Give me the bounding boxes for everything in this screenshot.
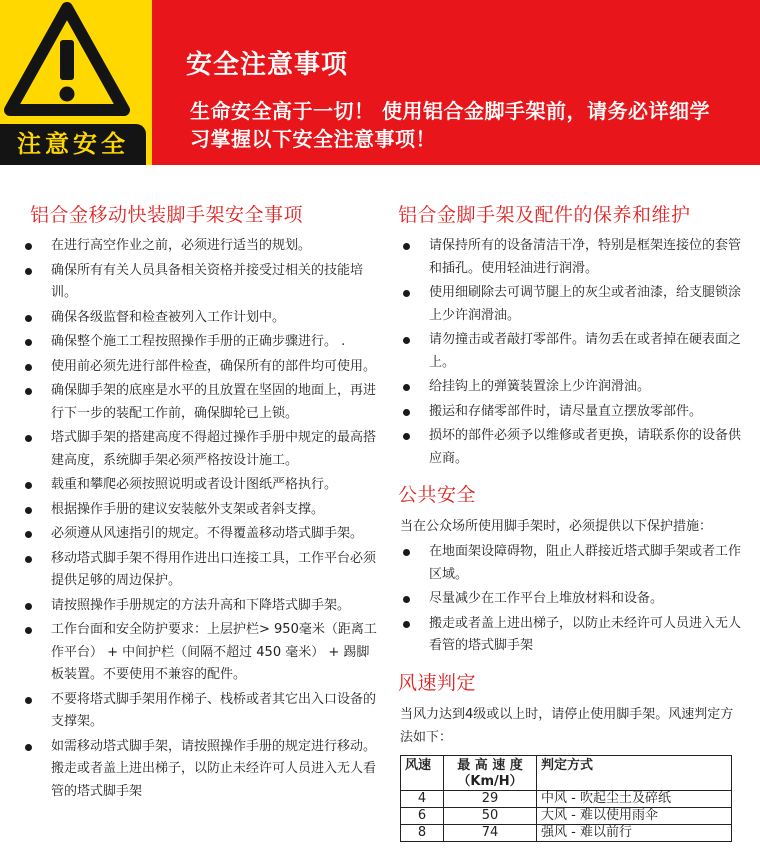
list-item: 工作台面和安全防护要求：上层护栏> 950毫米（距离工作平台） + 中间护栏（间隔不超过 450 毫米） + 踢脚板装置。不要使用不兼容的配件。 [20, 619, 380, 687]
table-cell: 4 [401, 790, 444, 807]
list-item: 确保整个施工工程按照操作手册的正确步骤进行。 . [20, 331, 380, 354]
list-item: 请按照操作手册规定的方法升高和下降塔式脚手架。 [20, 595, 380, 618]
header-banner [0, 0, 760, 165]
table-cell: 50 [444, 807, 537, 824]
list-item: 载重和攀爬必须按照说明或者设计图纸严格执行。 [20, 474, 380, 497]
page-title: 安全注意事项 [186, 50, 349, 80]
list-item: 不要将塔式脚手架用作梯子、栈桥或者其它出入口设备的支撑架。 [20, 689, 380, 734]
maintenance-section-title: 铝合金脚手架及配件的保养和维护 [398, 204, 691, 226]
list-item: 搬运和存储零部件时，请尽量直立摆放零部件。 [398, 401, 743, 424]
safety-list [20, 235, 380, 803]
table-header-cell: 风速 [401, 755, 444, 790]
maintenance-list [398, 235, 743, 470]
table-cell: 中风 - 吹起尘土及碎纸 [537, 790, 732, 807]
list-item: 塔式脚手架的搭建高度不得超过操作手册中规定的最高搭建高度，系统脚手架必须严格按设计施工。 [20, 427, 380, 472]
public-safety-list [398, 541, 743, 658]
caution-badge: 注意安全 [0, 124, 146, 165]
table-row [401, 807, 732, 824]
wind-section-title: 风速判定 [398, 671, 477, 694]
table-cell: 大风 - 难以使用雨伞 [537, 807, 732, 824]
list-item: 必须遵从风速指引的规定。不得覆盖移动塔式脚手架。 [20, 523, 380, 546]
list-item: 如需移动塔式脚手架，请按照操作手册的规定进行移动。搬走或者盖上进出梯子，以防止未经许可人员进入无人看管的塔式脚手架 [20, 736, 380, 804]
public-safety-title: 公共安全 [398, 484, 477, 506]
list-item: 在进行高空作业之前，必须进行适当的规划。 [20, 235, 380, 258]
table-cell: 29 [444, 790, 537, 807]
list-item: 在地面架设障碍物，阻止人群接近塔式脚手架或者工作区域。 [398, 541, 743, 586]
list-item: 根据操作手册的建议安装舷外支架或者斜支撑。 [20, 499, 380, 522]
wind-speed-table [400, 755, 732, 842]
safety-section-title: 铝合金移动快装脚手架安全事项 [30, 204, 304, 226]
list-item: 给挂钩上的弹簧装置涂上少许润滑油。 [398, 376, 743, 399]
list-item: 使用细刷除去可调节腿上的灰尘或者油漆，给支腿锁涂上少许润滑油。 [398, 282, 743, 327]
table-cell: 8 [401, 824, 444, 841]
list-item: 损坏的部件必须予以维修或者更换，请联系你的设备供应商。 [398, 425, 743, 470]
table-header-cell: 最 高 速 度（Km/H） [444, 755, 537, 790]
warning-panel [0, 0, 152, 165]
table-header-cell: 判定方式 [537, 755, 732, 790]
table-row [401, 824, 732, 841]
list-item: 请勿撞击或者敲打零部件。请勿丢在或者掉在硬表面之上。 [398, 329, 743, 374]
maintenance-column [398, 200, 743, 842]
table-cell: 强风 - 难以前行 [537, 824, 732, 841]
table-row [401, 790, 732, 807]
wind-intro: 当风力达到4级或以上时，请停止使用脚手架。风速判定方法如下： [400, 706, 734, 745]
list-item: 请保持所有的设备清洁干净，特别是框架连接位的套管和插孔。使用轻油进行润滑。 [398, 235, 743, 280]
table-header-row [401, 755, 732, 790]
page-subtitle: 生命安全高于一切！ 使用铝合金脚手架前，请务必详细学习掌握以下安全注意事项！ [190, 99, 710, 151]
table-cell: 6 [401, 807, 444, 824]
safety-column [20, 200, 380, 805]
list-item: 尽量减少在工作平台上堆放材料和设备。 [398, 588, 743, 611]
list-item: 确保脚手架的底座是水平的且放置在坚固的地面上，再进行下一步的装配工作前，确保脚轮已上锁。 [20, 380, 380, 425]
list-item: 确保所有有关人员具备相关资格并接受过相关的技能培训。 [20, 260, 380, 305]
warning-triangle-icon [4, 2, 130, 120]
public-safety-intro: 当在公众场所使用脚手架时，必须提供以下保护措施： [400, 519, 713, 534]
list-item: 移动塔式脚手架不得用作进出口连接工具，工作平台必须提供足够的周边保护。 [20, 548, 380, 593]
list-item: 确保各级监督和检查被列入工作计划中。 [20, 307, 380, 330]
list-item: 搬走或者盖上进出梯子，以防止未经许可人员进入无人看管的塔式脚手架 [398, 613, 743, 658]
list-item: 使用前必须先进行部件检查，确保所有的部件均可使用。 [20, 356, 380, 379]
table-cell: 74 [444, 824, 537, 841]
